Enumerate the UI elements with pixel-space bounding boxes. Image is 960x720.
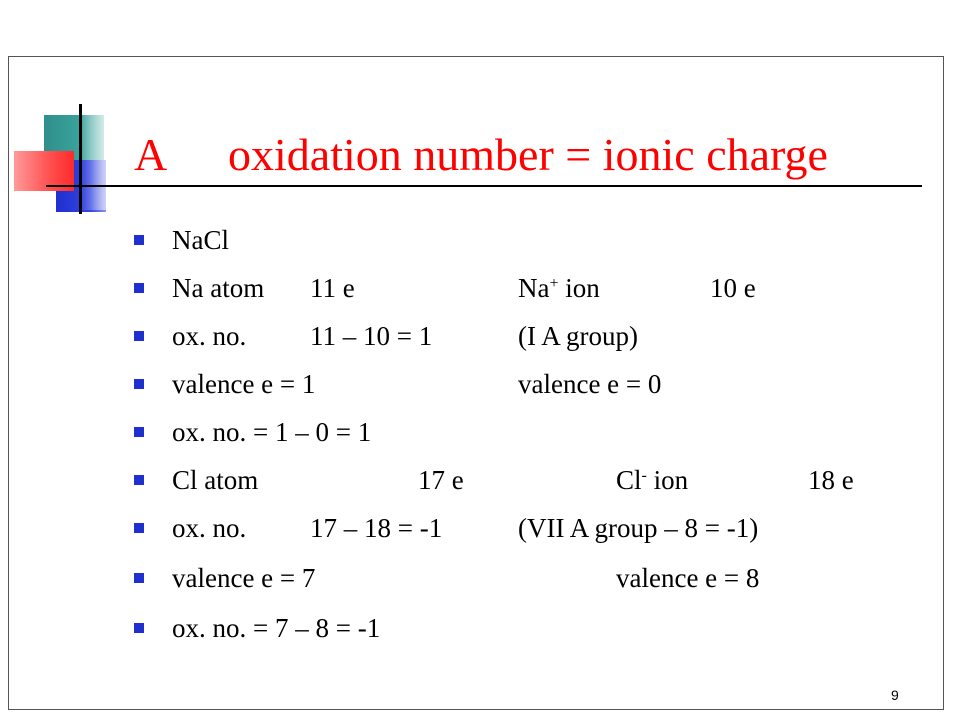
ion-formula <box>518 268 600 308</box>
bullet-text: Na atom <box>172 273 265 303</box>
bullet-square-icon <box>134 331 144 341</box>
slide-title <box>134 126 828 184</box>
bullet-text: Cl atom <box>172 465 259 495</box>
ion-label: ion <box>565 273 600 303</box>
bullet-square-icon <box>134 235 144 245</box>
bullet-text: 17 e <box>418 465 464 495</box>
bullet-square-icon <box>134 523 144 533</box>
ion-charge: + <box>549 275 559 292</box>
bullet-text: valence e = 0 <box>518 369 662 399</box>
ion-symbol: Na <box>518 273 550 303</box>
bullet-square-icon <box>134 379 144 389</box>
bullet-text: valence e = 7 <box>172 563 316 593</box>
title-underline <box>46 185 922 187</box>
bullet-text: ox. no. = 1 – 0 = 1 <box>172 417 372 447</box>
bullet-text: 18 e <box>808 465 854 495</box>
bullet-text: 11 e <box>310 273 355 303</box>
bullet-text: NaCl <box>172 225 229 255</box>
title-text: oxidation number = ionic charge <box>228 129 828 180</box>
bullet-text: valence e = 8 <box>616 563 760 593</box>
bullet-text: (VII A group – 8 = -1) <box>518 513 759 543</box>
bullet-text: ox. no. <box>172 513 247 543</box>
bullet-square-icon <box>134 427 144 437</box>
bullet-square-icon <box>134 283 144 293</box>
bullet-square-icon <box>134 573 144 583</box>
bullet-text: (I A group) <box>518 321 638 351</box>
ion-symbol: Cl <box>616 465 642 495</box>
bullet-text: 17 – 18 = -1 <box>310 513 443 543</box>
bullet-text: 11 – 10 = 1 <box>310 321 433 351</box>
bullet-text: ox. no. <box>172 321 247 351</box>
ion-formula <box>616 460 688 500</box>
ion-charge: - <box>641 467 647 484</box>
bullet-text: ox. no. = 7 – 8 = -1 <box>172 613 381 643</box>
page-number: 9 <box>891 687 899 703</box>
bullet-text: valence e = 1 <box>172 369 316 399</box>
ion-label: ion <box>653 465 689 495</box>
bullet-square-icon <box>134 475 144 485</box>
bullet-text: 10 e <box>710 273 756 303</box>
bullet-square-icon <box>134 623 144 633</box>
decorative-vertical-line <box>79 104 82 214</box>
title-prefix: A <box>134 129 168 180</box>
decorative-fade <box>80 115 120 210</box>
